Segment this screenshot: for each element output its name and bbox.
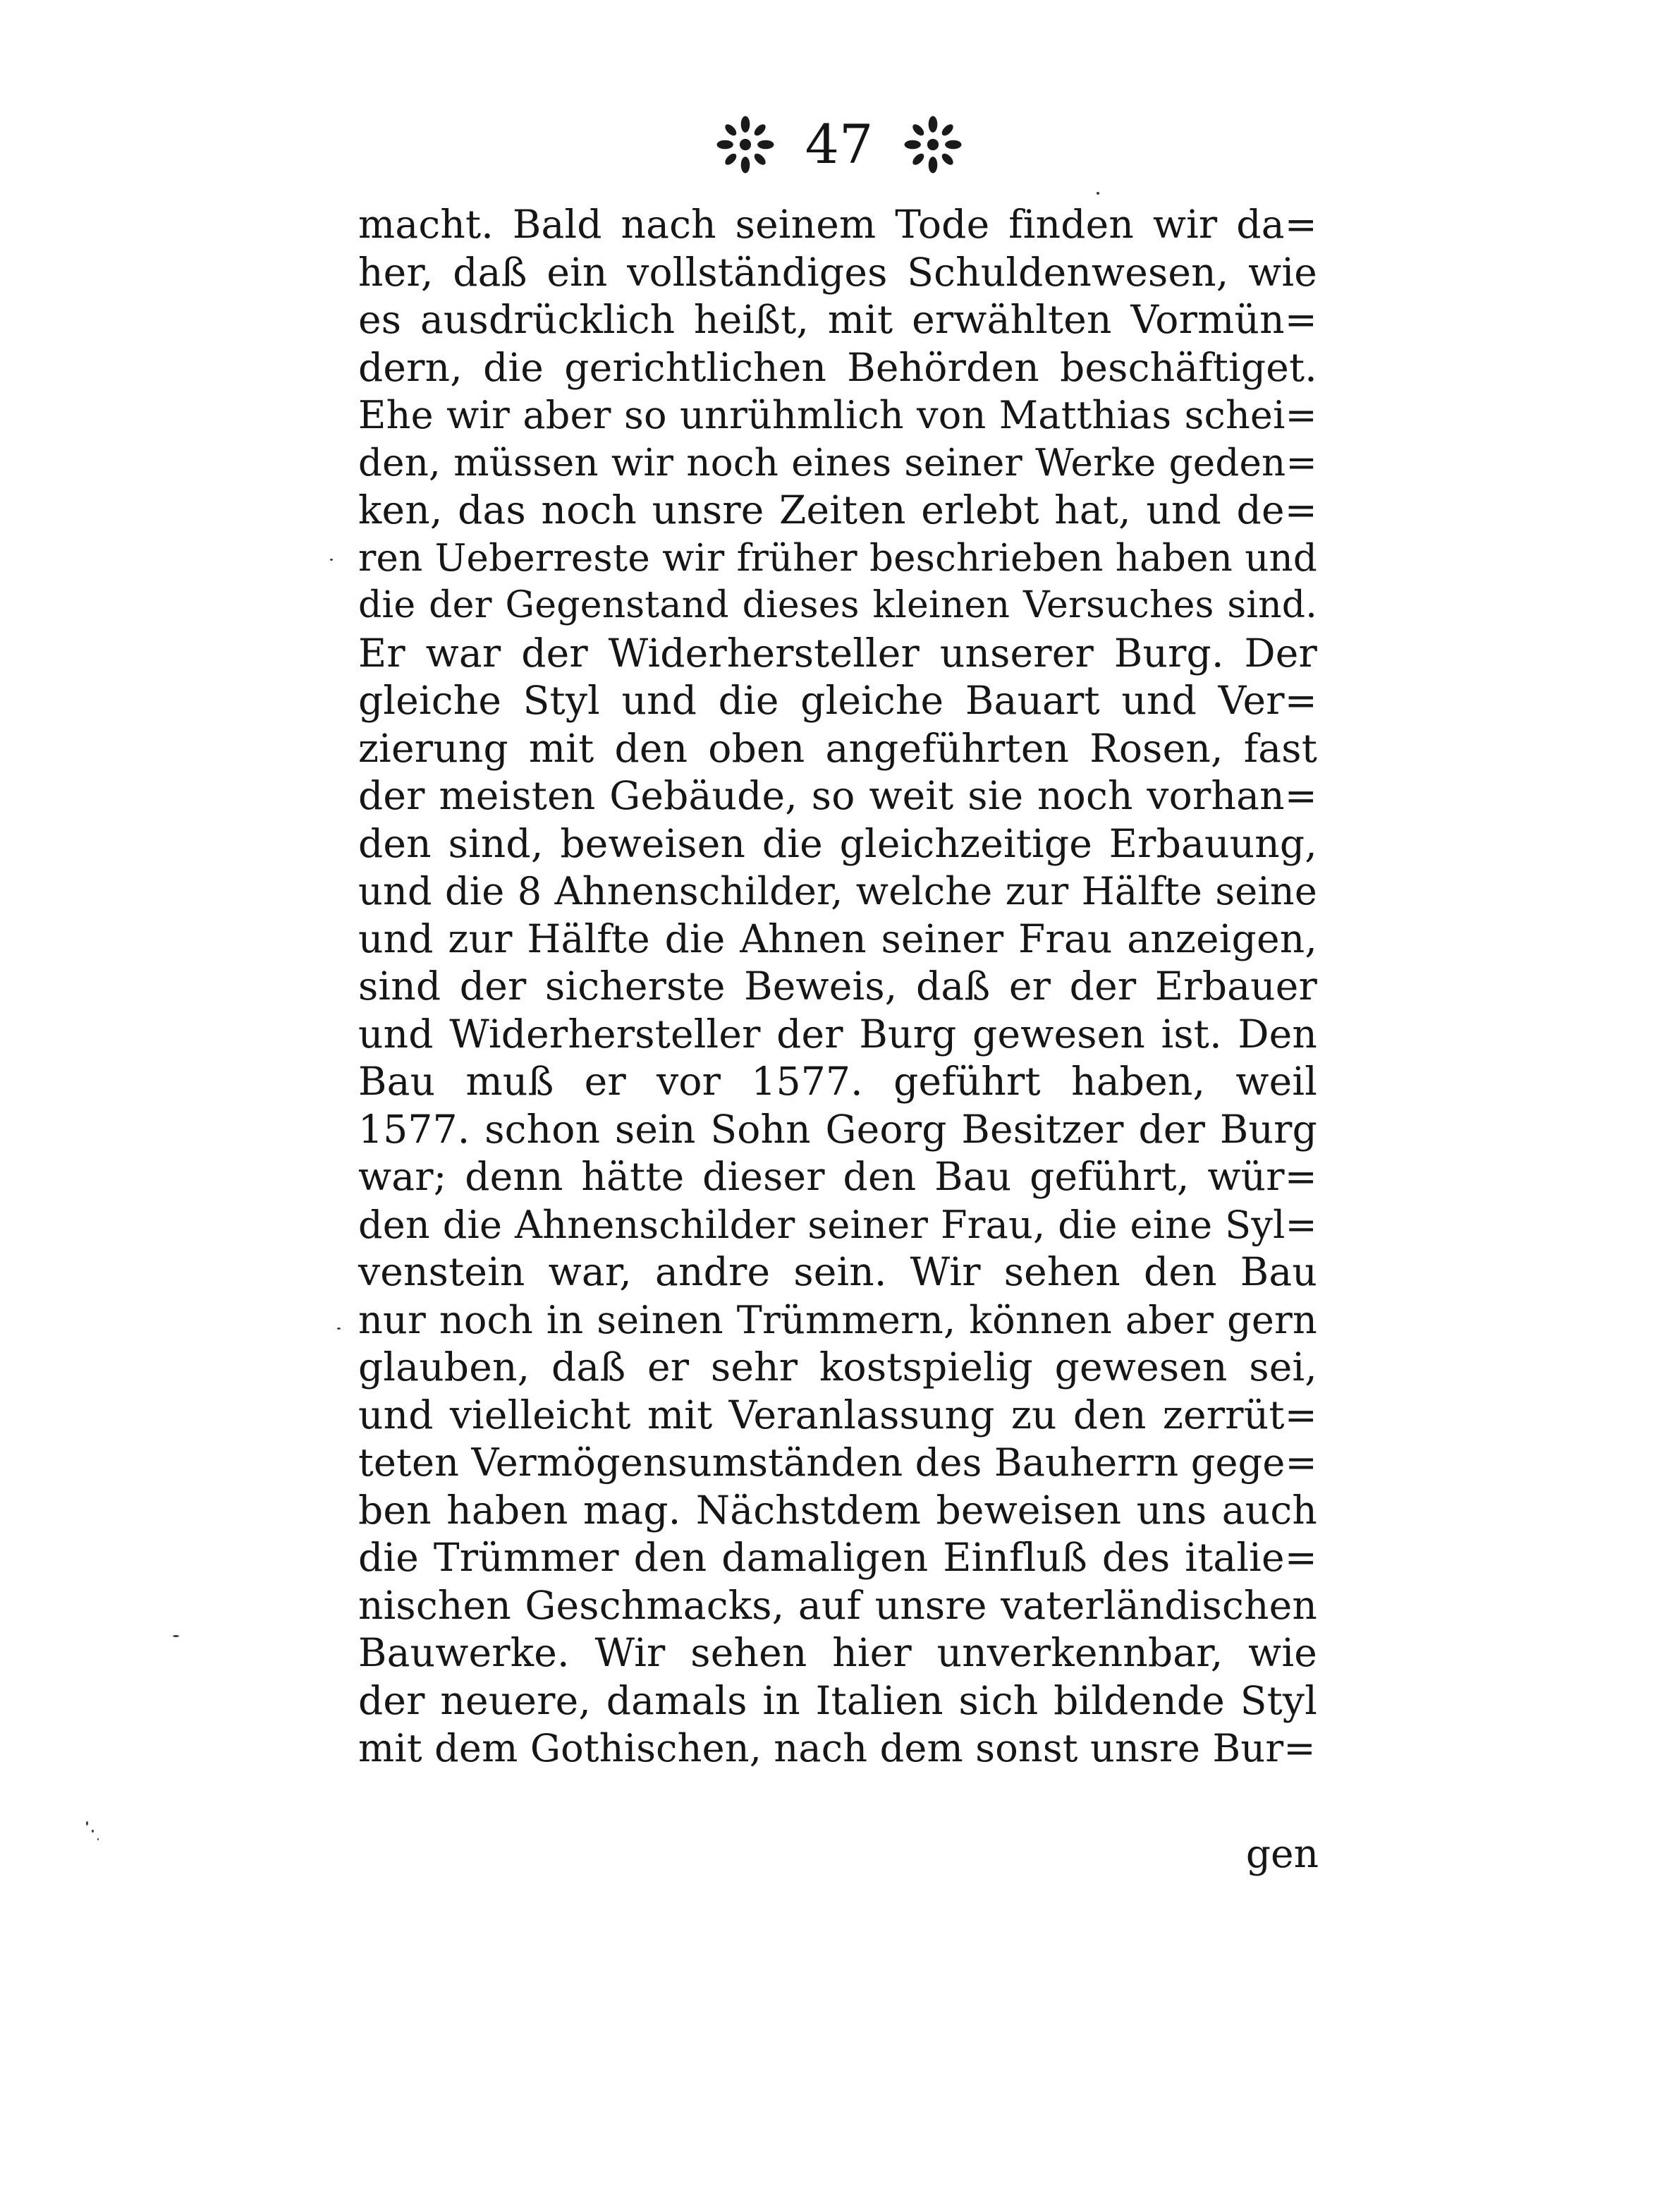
text-line: es ausdrücklich heißt, mit erwählten Vormün= xyxy=(358,297,1317,342)
catchword: gen xyxy=(1245,1831,1319,1876)
text-line: gleiche Styl und die gleiche Bauart und Ver= xyxy=(358,678,1317,723)
scan-speck xyxy=(92,1830,94,1833)
text-line: und Widerhersteller der Burg gewesen ist. Den xyxy=(358,1011,1317,1057)
text-line: mit dem Gothischen, nach dem sonst unsre Bur= xyxy=(358,1726,1316,1770)
text-line: Bauwerke. Wir sehen hier unverkennbar, wie xyxy=(358,1630,1317,1675)
text-line: Ehe wir aber so unrühmlich von Matthias schei= xyxy=(358,393,1317,437)
text-line: den, müssen wir noch eines seiner Werke geden= xyxy=(358,441,1317,485)
text-line: der neuere, damals in Italien sich bildende Styl xyxy=(358,1677,1317,1723)
text-line: macht. Bald nach seinem Tode finden wir da= xyxy=(358,202,1317,247)
text-line: ben haben mag. Nächstdem beweisen uns auch xyxy=(358,1487,1317,1533)
scan-speck xyxy=(1097,192,1099,195)
text-line: venstein war, andre sein. Wir sehen den Bau xyxy=(358,1249,1317,1294)
text-line: den sind, beweisen die gleichzeitige Erbauung, xyxy=(358,820,1317,866)
text-line: und zur Hälfte die Ahnen seiner Frau anzeigen, xyxy=(358,916,1317,961)
text-line: sind der sicherste Beweis, daß er der Erbauer xyxy=(358,964,1317,1009)
text-line: ken, das noch unsre Zeiten erlebt hat, und de= xyxy=(358,487,1317,533)
scan-speck xyxy=(86,1821,88,1825)
scan-speck xyxy=(97,1838,99,1840)
text-line: teten Vermögensumständen des Bauherrn gege= xyxy=(358,1440,1317,1485)
text-line: der meisten Gebäude, so weit sie noch vorhan= xyxy=(358,773,1317,818)
page-header xyxy=(677,106,1001,183)
text-line: zierung mit den oben angeführten Rosen, fast xyxy=(358,725,1317,771)
text-line: die der Gegenstand dieses kleinen Versuches sind. xyxy=(358,584,1317,626)
text-line: her, daß ein vollständiges Schuldenwesen, wie xyxy=(358,249,1317,295)
text-line: und die 8 Ahnenschilder, welche zur Hälfte seine xyxy=(358,869,1317,913)
text-line: den die Ahnenschilder seiner Frau, die eine Syl= xyxy=(358,1202,1317,1247)
scan-speck xyxy=(173,1635,179,1637)
scan-speck xyxy=(337,1327,341,1330)
text-line: war; denn hätte dieser den Bau geführt, wür= xyxy=(358,1154,1317,1199)
text-line: Er war der Widerhersteller unserer Burg. Der xyxy=(358,630,1317,676)
text-line: und vielleicht mit Veranlassung zu den zerrüt= xyxy=(358,1392,1317,1438)
text-line: Bau muß er vor 1577. geführt haben, weil xyxy=(358,1059,1317,1104)
asterisk-ornament-icon xyxy=(901,113,965,176)
text-line: glauben, daß er sehr kostspielig gewesen sei, xyxy=(358,1344,1317,1390)
page-number: 47 xyxy=(805,113,874,176)
text-line: ren Ueberreste wir früher beschrieben haben und xyxy=(358,536,1317,580)
text-line: 1577. schon sein Sohn Georg Besitzer der Burg xyxy=(358,1106,1317,1152)
text-line: nur noch in seinen Trümmern, können aber gern xyxy=(358,1297,1317,1342)
text-line: nischen Geschmacks, auf unsre vaterländischen xyxy=(358,1582,1317,1628)
body-text xyxy=(358,201,1317,1773)
text-line: die Trümmer den damaligen Einfluß des italie= xyxy=(358,1535,1317,1580)
scan-speck xyxy=(330,559,333,561)
asterisk-ornament-icon xyxy=(714,113,777,176)
text-line: dern, die gerichtlichen Behörden beschäftiget. xyxy=(358,344,1317,390)
